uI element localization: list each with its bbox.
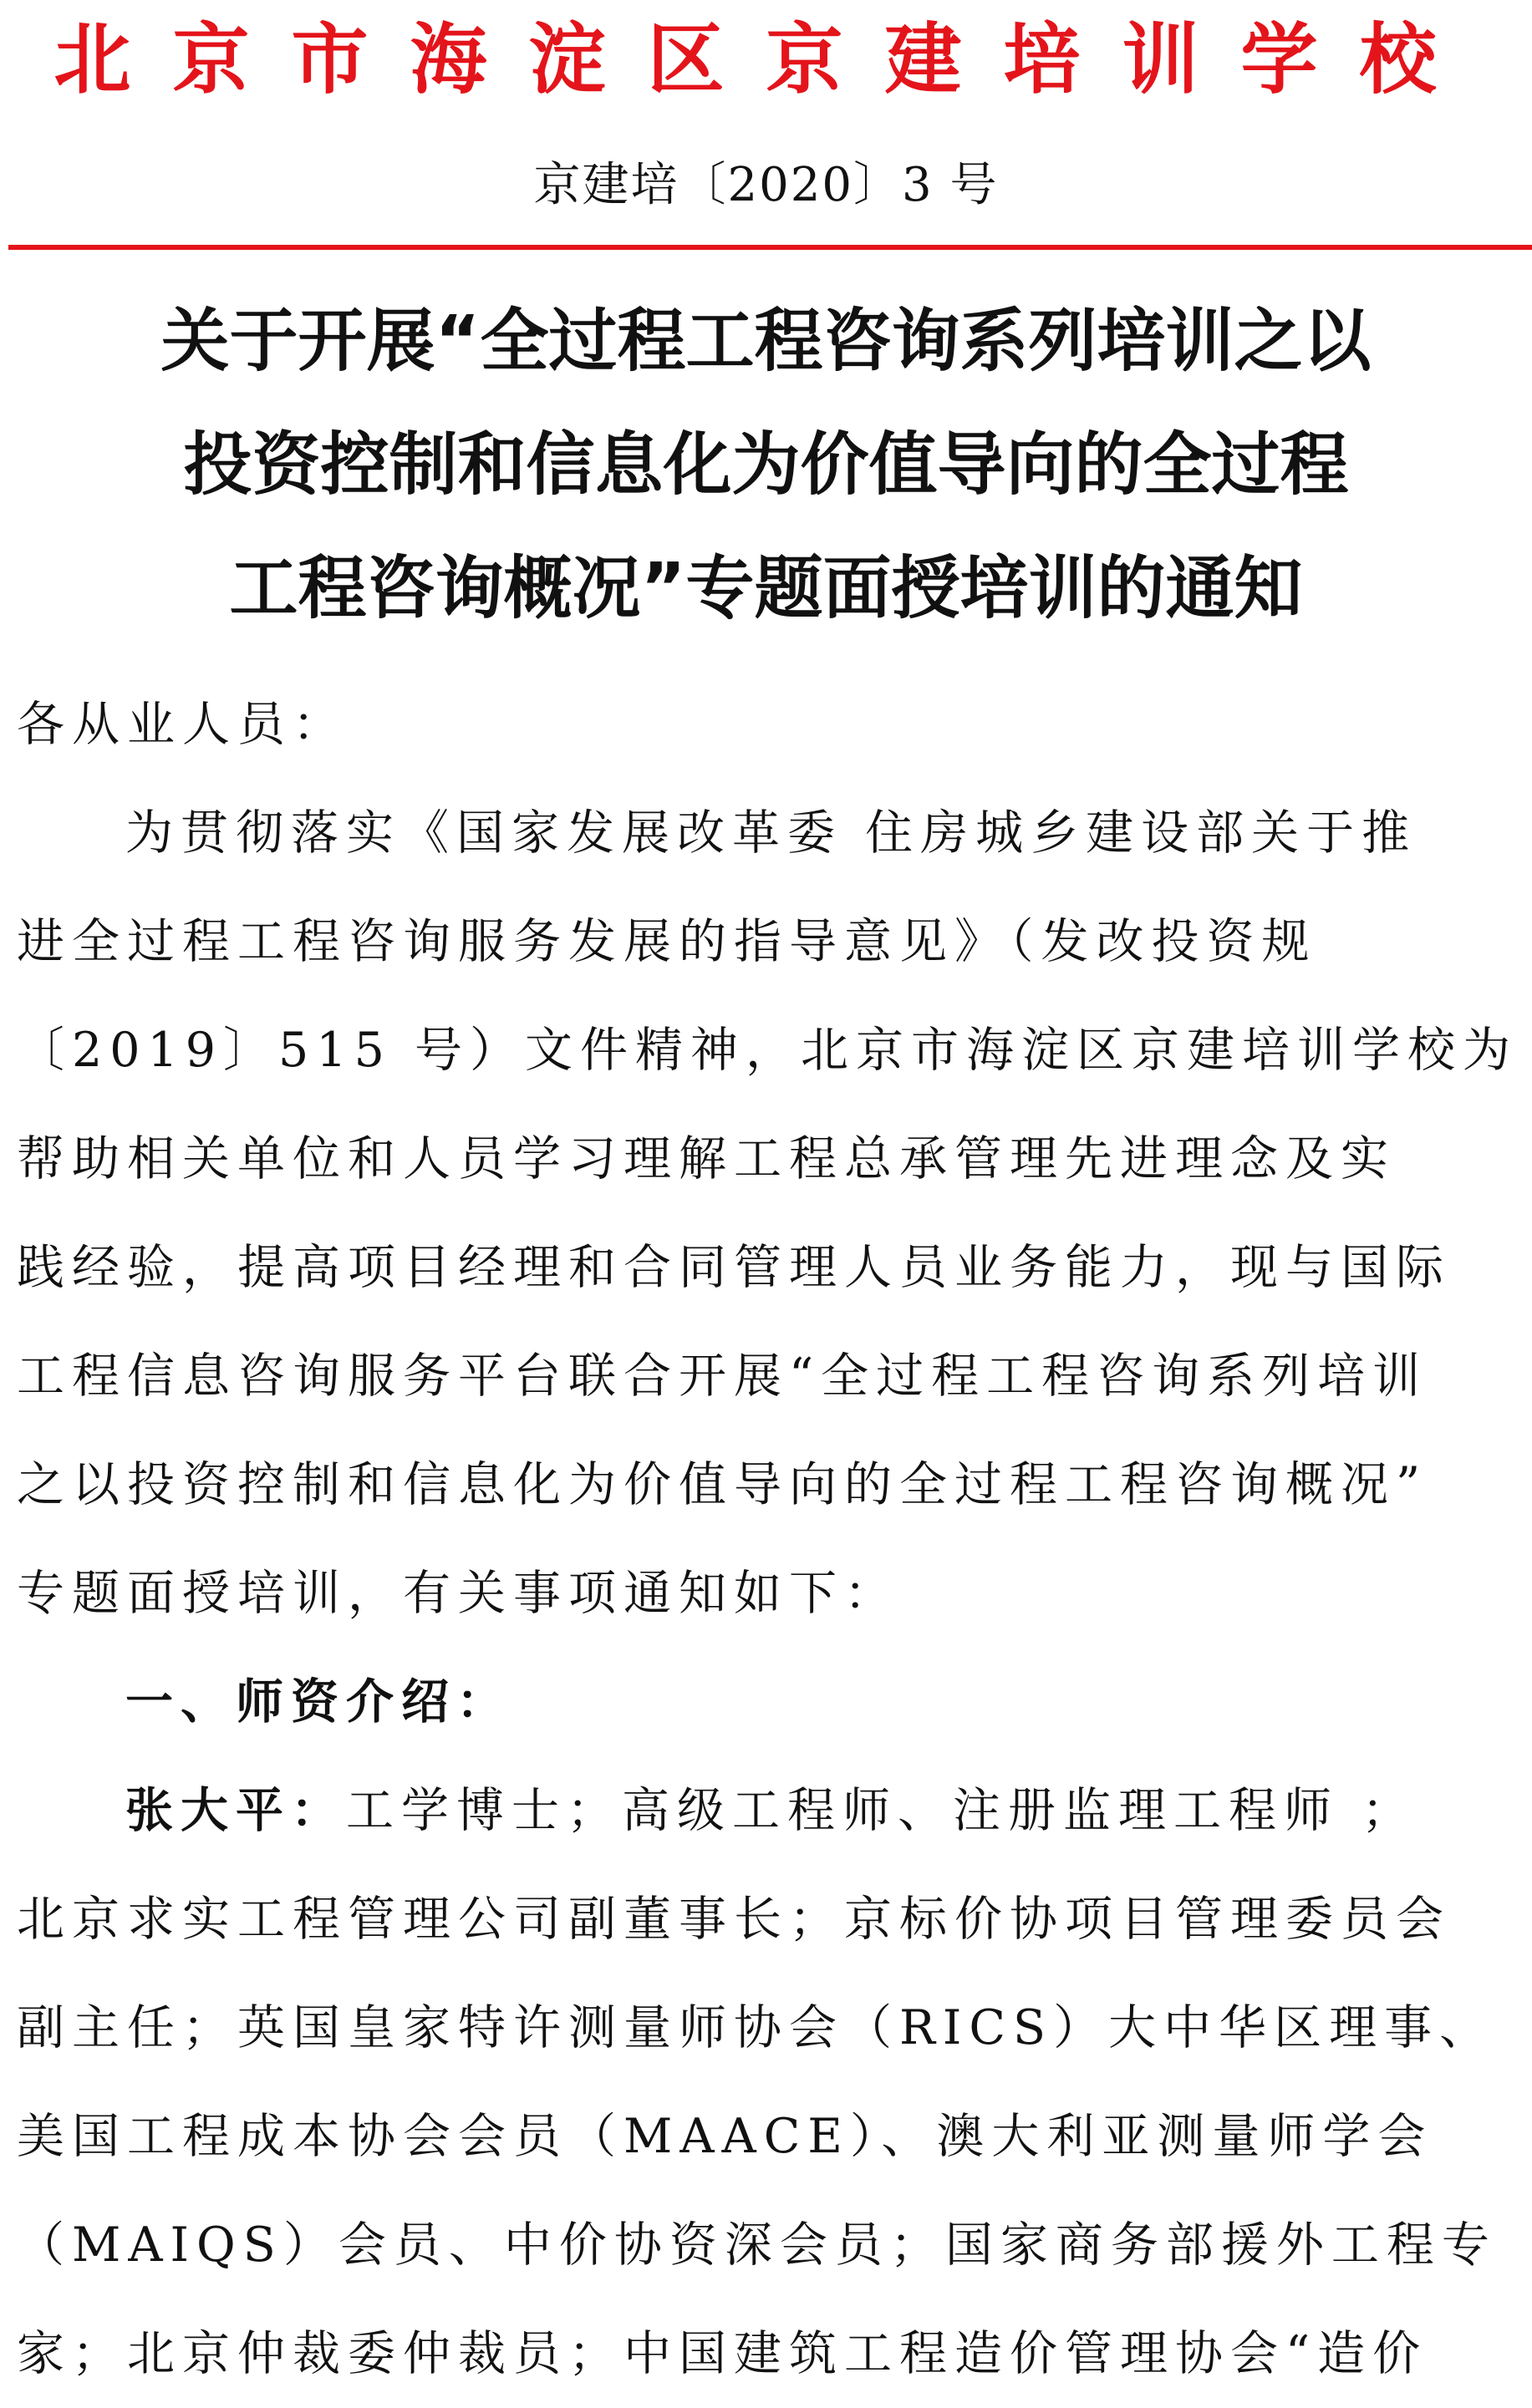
title-line-3: 工程咨询概况”专题面授培训的通知 — [229, 549, 1303, 628]
paragraph-line: 帮助相关单位和人员学习理解工程总承管理先进理念及实 — [17, 1131, 1396, 1186]
paragraph-line: 专题面授培训，有关事项通知如下： — [17, 1566, 899, 1621]
instructor-line: 美国工程成本协会会员（MAACE）、澳大利亚测量师学会 — [17, 2109, 1433, 2164]
instructor-intro-line — [17, 1756, 1454, 1865]
paragraph-line: 为贯彻落实《国家发展改革委 住房城乡建设部关于推 — [125, 805, 1417, 861]
instructor-line: 北京求实工程管理公司副董事长；京标价协项目管理委员会 — [17, 1892, 1451, 1947]
title-line-1: 关于开展“全过程工程咨询系列培训之以 — [160, 302, 1372, 381]
paragraph-line: 之以投资控制和信息化为价值导向的全过程工程咨询概况” — [17, 1457, 1428, 1512]
notice-body — [17, 670, 1518, 2408]
paragraph-line: 进全过程工程咨询服务发展的指导意见》（发改投资规 — [17, 914, 1317, 969]
instructor-line: 家；北京仲裁委仲裁员；中国建筑工程造价管理协会“造价 — [17, 2326, 1428, 2381]
organization-header: 北京市海淀区京建培训学校 — [53, 15, 1479, 104]
red-divider-line — [8, 245, 1532, 250]
instructor-name: 张大平： — [125, 1783, 346, 1838]
section-heading-instructors: 一、师资介绍： — [125, 1674, 512, 1730]
paragraph-line: 〔2019〕515 号）文件精神，北京市海淀区京建培训学校为 — [17, 1023, 1518, 1078]
document-number: 京建培〔2020〕3 号 — [533, 158, 999, 212]
instructor-credentials: 工学博士；高级工程师、注册监理工程师 ； — [346, 1783, 1417, 1838]
paragraph-line: 践经验，提高项目经理和合同管理人员业务能力，现与国际 — [17, 1240, 1451, 1295]
instructor-line: （MAIQS）会员、中价协资深会员；国家商务部援外工程专 — [17, 2217, 1497, 2273]
title-line-2: 投资控制和信息化为价值导向的全过程 — [183, 425, 1349, 505]
instructor-line: 副主任；英国皇家特许测量师协会（RICS）大中华区理事、 — [17, 2000, 1495, 2055]
paragraph-line: 工程信息咨询服务平台联合开展“全过程工程咨询系列培训 — [17, 1349, 1428, 1404]
salutation: 各从业人员： — [17, 697, 348, 752]
notice-title — [0, 280, 1532, 651]
